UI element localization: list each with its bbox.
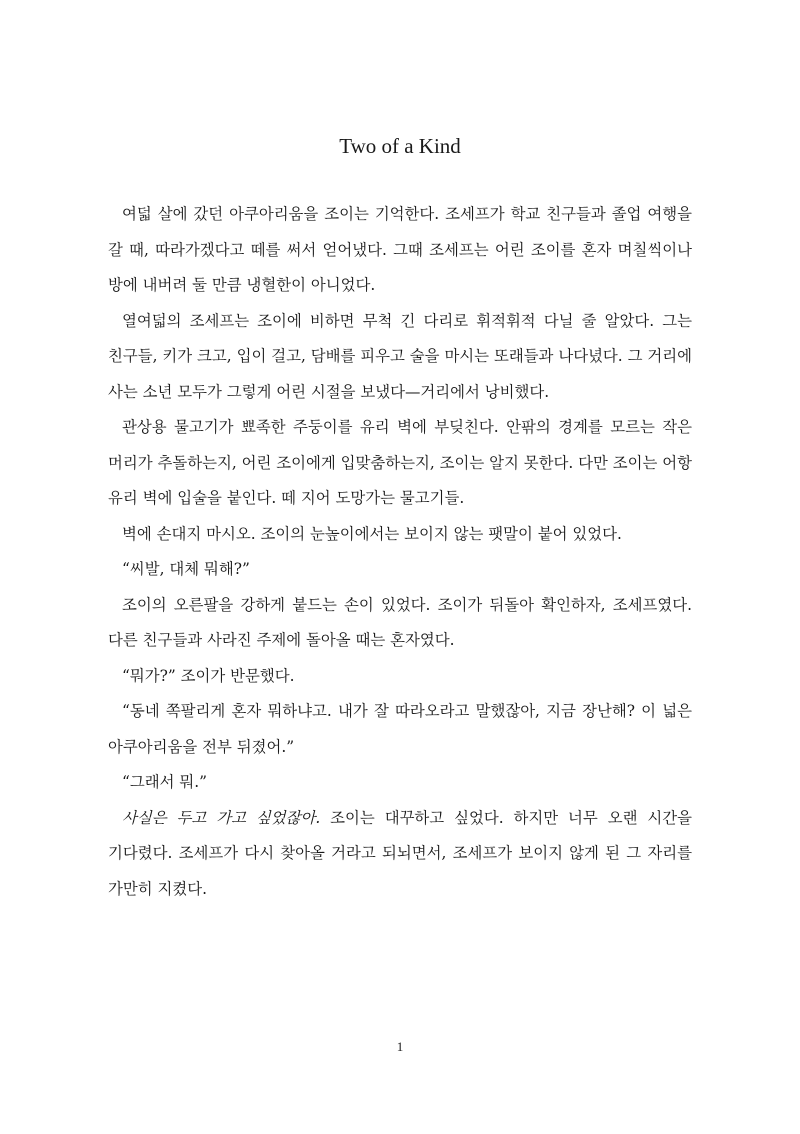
page-title: Two of a Kind: [339, 134, 461, 158]
paragraph-2: 열여덟의 조세프는 조이에 비하면 무척 긴 다리로 휘적휘적 다닐 줄 알았다. 그는 친구들, 키가 크고, 입이 걸고, 담배를 피우고 술을 마시는 또래들과 나다녔다. 그 거리에 사는 소년 모두가 그렇게 어린 시절을 보냈다—거리에서 낭비했다.: [108, 311, 692, 401]
paragraph-1: 여덟 살에 갔던 아쿠아리움을 조이는 기억한다. 조세프가 학교 친구들과 졸업 여행을 갈 때, 따라가겠다고 떼를 써서 얻어냈다. 그때 조세프는 어린 조이를 혼자 며칠씩이나 방에 내버려 둘 만큼 냉혈한이 아니었다.: [108, 205, 692, 294]
paragraph-9-dialogue: “그래서 뭐.”: [122, 773, 207, 791]
paragraph-3: 관상용 물고기가 뾰족한 주둥이를 유리 벽에 부딪친다. 안팎의 경계를 모르는 작은 머리가 추돌하는지, 어린 조이에게 입맞춤하는지, 조이는 알지 못한다. 다만 조이는 어항 유리 벽에 입술을 붙인다. 떼 지어 도망가는 물고기들.: [108, 418, 692, 507]
paragraph-8-dialogue: “동네 쪽팔리게 혼자 뭐하냐고. 내가 잘 따라오라고 말했잖아, 지금 장난해? 이 넓은 아쿠아리움을 전부 뒤졌어.”: [108, 702, 692, 756]
body-text: [108, 197, 692, 907]
paragraph-7-dialogue: “뭐가?” 조이가 반문했다.: [122, 666, 295, 685]
paragraph-6: 조이의 오른팔을 강하게 붙드는 손이 있었다. 조이가 뒤돌아 확인하자, 조세프였다. 다른 친구들과 사라진 주제에 돌아올 때는 혼자였다.: [108, 595, 692, 649]
paragraph-5-dialogue: “씨발, 대체 뭐해?”: [122, 560, 250, 578]
paragraph-10-text: 조이는 대꾸하고 싶었다. 하지만 너무 오랜 시간을 기다렸다. 조세프가 다시 찾아올 거라고 되뇌면서, 조세프가 보이지 않게 된 그 자리를 가만히 지켰다.: [108, 808, 692, 898]
paragraph-4: 벽에 손대지 마시오. 조이의 눈높이에서는 보이지 않는 팻말이 붙어 있었다.: [122, 524, 622, 543]
italic-thought: 사실은 두고 가고 싶었잖아.: [122, 808, 321, 827]
page-number: 1: [396, 1039, 404, 1054]
paragraph-10: [108, 801, 692, 908]
